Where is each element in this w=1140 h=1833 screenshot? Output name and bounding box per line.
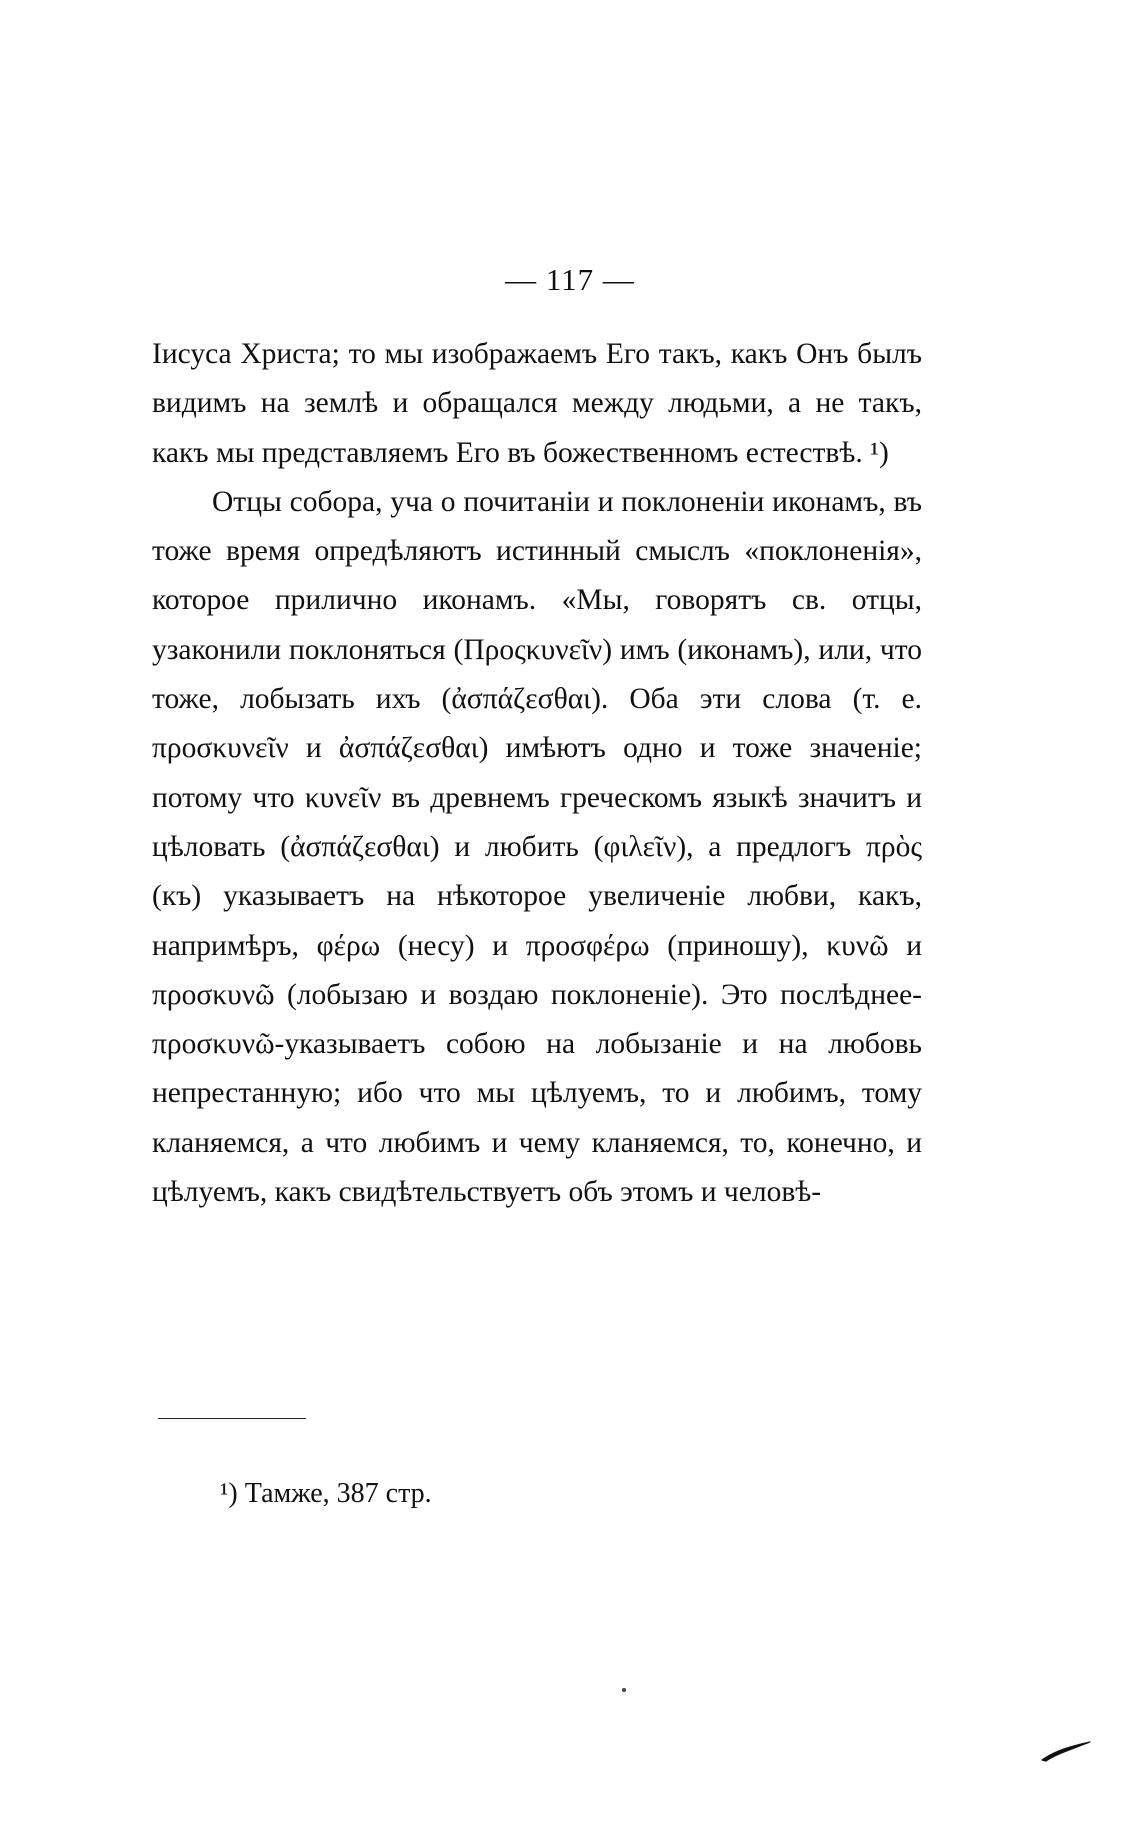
paragraph-2: Отцы собора, уча о почитанiи и поклоненiи иконамъ, въ тоже время опредѣляютъ истинный смыслъ «поклоненiя», которое прилично иконамъ. «Мы, говорятъ св. отцы, узаконили поклоняться (Προςκυνεῖν) имъ (иконамъ), или, что тоже, лобызать ихъ (ἀσπάζεσθαι). Оба эти слова (т. е. προσκυνεῖν и ἀσπάζεσθαι) имѣютъ одно и тоже значенiе; потому что κυνεῖν въ древнемъ греческомъ языкѣ значитъ и цѣловать (ἀσπάζεσθαι) и любить (φιλεῖν), а предлогъ πρὸς (къ) указываетъ на нѣкоторое увеличенiе любви, какъ, напримѣръ, φέρω (несу) и προσφέρω (приношу), κυνῶ и προσκυνῶ (лобызаю и воздаю поклоненiе). Это послѣднее-προσκυνῶ-указываетъ собою на лобызанiе и на любовь непрестанную; ибо что мы цѣлуемъ, то и любимъ, тому кланяемся, а что любимъ и чему кланяемся, то, конечно, и цѣлуемъ, какъ свидѣтельствуетъ объ этомъ и человѣ- <box>152 485 922 1209</box>
body-text <box>152 330 922 1217</box>
footnote: ¹) Тамже, 387 стр. <box>220 1478 432 1509</box>
ink-stroke-mark <box>1040 1740 1092 1762</box>
footnote-divider <box>158 1418 306 1419</box>
paragraph-1: Iисуса Христа; то мы изображаемъ Его такъ, какъ Онъ былъ видимъ на землѣ и обращался между людьми, а не такъ, какъ мы представляемъ Его въ божественномъ естествѣ. ¹) <box>152 338 922 469</box>
page-number: — 117 — <box>505 262 635 297</box>
ink-speck <box>622 1688 626 1692</box>
